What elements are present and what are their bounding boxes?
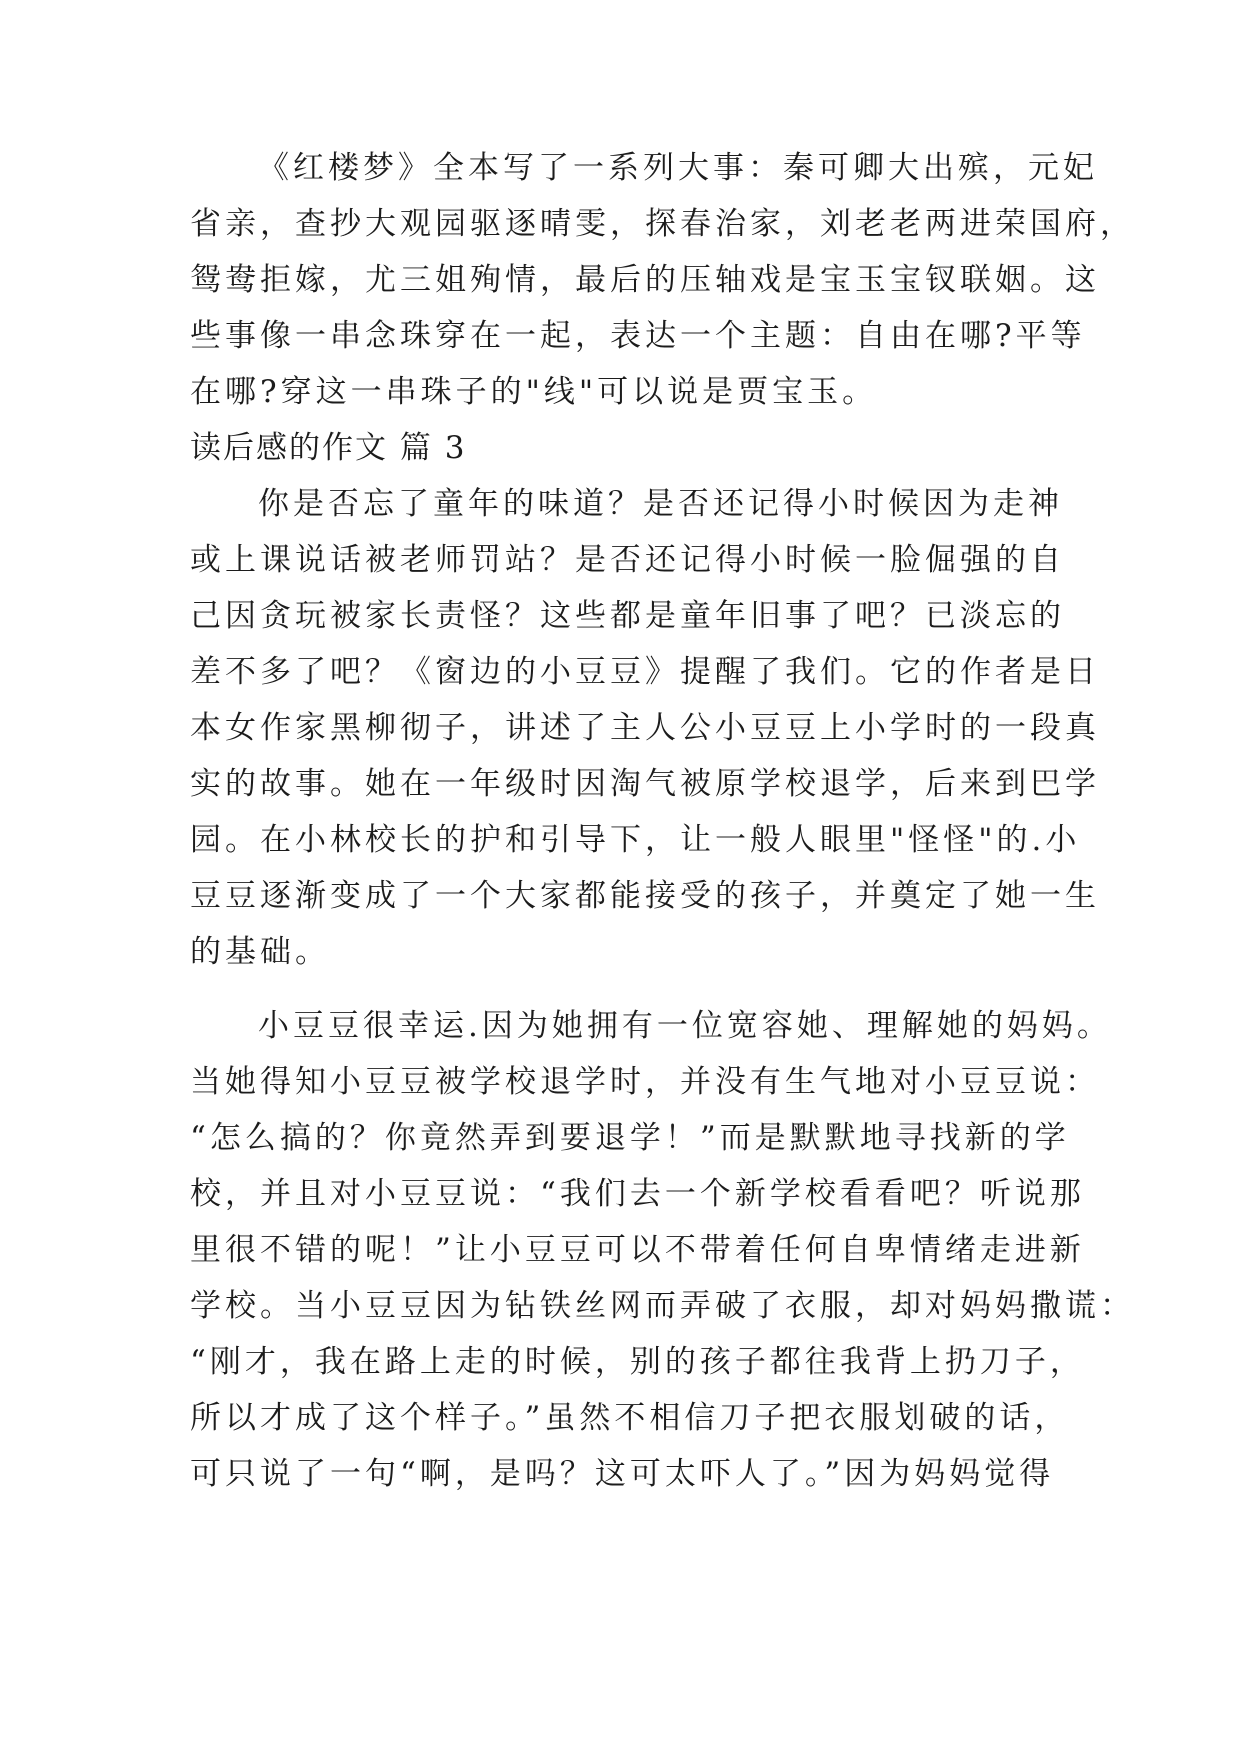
paragraph-2-line-9: 的基础。 bbox=[190, 934, 330, 970]
paragraph-1-line-2: 省亲，查抄大观园驱逐晴雯，探春治家，刘老老两进荣国府， bbox=[190, 206, 1135, 242]
paragraph-3-line-2: 当她得知小豆豆被学校退学时，并没有生气地对小豆豆说： bbox=[190, 1064, 1100, 1100]
paragraph-3-line-5: 里很不错的呢！”让小豆豆可以不带着任何自卑情绪走进新 bbox=[190, 1232, 1085, 1268]
paragraph-3-line-9: 可只说了一句“啊，是吗？这可太吓人了。”因为妈妈觉得 bbox=[190, 1456, 1055, 1492]
paragraph-3-line-1: 小豆豆很幸运.因为她拥有一位宽容她、理解她的妈妈。 bbox=[258, 1008, 1112, 1044]
section-heading: 读后感的作文 篇 3 bbox=[190, 430, 467, 466]
paragraph-3-line-8: 所以才成了这个样子。”虽然不相信刀子把衣服划破的话， bbox=[190, 1400, 1070, 1436]
paragraph-1-line-1: 《红楼梦》全本写了一系列大事：秦可卿大出殡，元妃 bbox=[258, 150, 1098, 186]
paragraph-2-line-5: 本女作家黑柳彻子，讲述了主人公小豆豆上小学时的一段真 bbox=[190, 710, 1100, 746]
paragraph-2-line-6: 实的故事。她在一年级时因淘气被原学校退学，后来到巴学 bbox=[190, 766, 1100, 802]
paragraph-3-line-4: 校，并且对小豆豆说：“我们去一个新学校看看吧？听说那 bbox=[190, 1176, 1085, 1212]
paragraph-2-line-2: 或上课说话被老师罚站？是否还记得小时候一脸倔强的自 bbox=[190, 542, 1065, 578]
paragraph-1-line-5: 在哪?穿这一串珠子的"线"可以说是贾宝玉。 bbox=[190, 374, 878, 410]
paragraph-3-line-6: 学校。当小豆豆因为钻铁丝网而弄破了衣服，却对妈妈撒谎： bbox=[190, 1288, 1135, 1324]
paragraph-2-line-1: 你是否忘了童年的味道？是否还记得小时候因为走神 bbox=[258, 486, 1063, 522]
paragraph-3-line-7: “刚才，我在路上走的时候，别的孩子都往我背上扔刀子， bbox=[190, 1344, 1085, 1380]
paragraph-2-line-7: 园。在小林校长的护和引导下，让一般人眼里"怪怪"的.小 bbox=[190, 822, 1081, 858]
paragraph-2-line-8: 豆豆逐渐变成了一个大家都能接受的孩子，并奠定了她一生 bbox=[190, 878, 1100, 914]
paragraph-3-line-3: “怎么搞的？你竟然弄到要退学！”而是默默地寻找新的学 bbox=[190, 1120, 1070, 1156]
paragraph-2-line-4: 差不多了吧？《窗边的小豆豆》提醒了我们。它的作者是日 bbox=[190, 654, 1100, 690]
paragraph-1-line-4: 些事像一串念珠穿在一起，表达一个主题：自由在哪?平等 bbox=[190, 318, 1086, 354]
paragraph-1-line-3: 鸳鸯拒嫁，尤三姐殉情，最后的压轴戏是宝玉宝钗联姻。这 bbox=[190, 262, 1100, 298]
paragraph-2-line-3: 己因贪玩被家长责怪？这些都是童年旧事了吧？已淡忘的 bbox=[190, 598, 1065, 634]
